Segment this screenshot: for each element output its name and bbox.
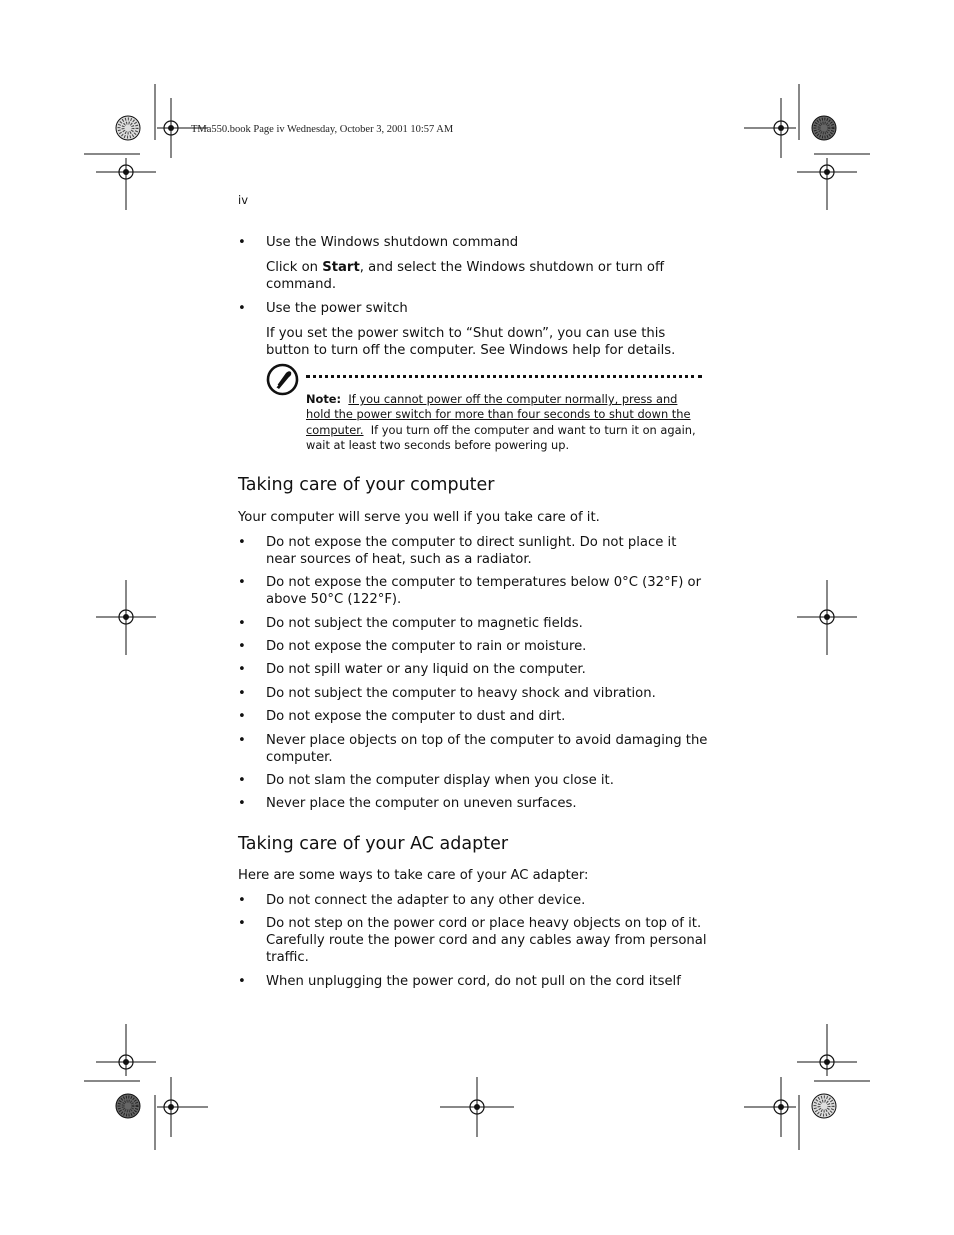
section-intro: Here are some ways to take care of your AC adapter:	[238, 868, 589, 883]
list-item-text: Do not slam the computer display when you close it.	[266, 773, 614, 788]
bullet: •	[238, 974, 246, 989]
print-slug: TMa550.book Page iv Wednesday, October 3, 2001 10:57 AM	[191, 124, 454, 135]
bullet: •	[238, 235, 246, 250]
note-rest-text: If you turn off the computer and want to turn it on again, wait at least two seconds before powering up.	[306, 422, 696, 453]
bullet: •	[238, 301, 246, 316]
note-label: Note:	[306, 392, 342, 406]
section-heading: Taking care of your AC adapter	[238, 834, 509, 854]
note-underlined-text: If you cannot power off the computer normally, press and hold the power switch for more than four seconds to shut down the computer.	[306, 392, 691, 437]
bullet: •	[238, 916, 246, 931]
bullet: •	[238, 796, 246, 811]
list-item-text: Never place objects on top of the computer to avoid damaging the computer.	[266, 733, 708, 765]
list-item-text: Do not spill water or any liquid on the computer.	[266, 662, 586, 677]
start-label: Start	[322, 260, 360, 275]
bullet: •	[238, 639, 246, 654]
list-item-text: Do not expose the computer to rain or moisture.	[266, 639, 587, 654]
list-item-description: If you set the power switch to “Shut down”, you can use this button to turn off the computer. See Windows help for details.	[266, 326, 676, 358]
list-item-text: Do not subject the computer to magnetic fields.	[266, 616, 583, 631]
bullet: •	[238, 662, 246, 677]
list-item-text: Do not expose the computer to dust and dirt.	[266, 709, 566, 724]
list-item-text: Use the Windows shutdown command	[266, 235, 519, 250]
bullet: •	[238, 575, 246, 590]
bullet: •	[238, 893, 246, 908]
bullet: •	[238, 773, 246, 788]
list-item-text: Do not subject the computer to heavy shock and vibration.	[266, 686, 656, 701]
section-intro: Your computer will serve you well if you take care of it.	[238, 510, 600, 525]
page-number: iv	[238, 193, 249, 207]
list-item-text: Never place the computer on uneven surfaces.	[266, 796, 577, 811]
bullet: •	[238, 733, 246, 748]
desc-text: , and select the Windows shutdown or turn off command.	[266, 260, 665, 292]
list-item-text: Do not expose the computer to temperatures below 0°C (32°F) or above 50°C (122°F).	[266, 575, 702, 607]
list-item-text: When unplugging the power cord, do not pull on the cord itself	[266, 974, 681, 989]
bullet: •	[238, 686, 246, 701]
section-heading: Taking care of your computer	[238, 475, 495, 495]
bullet: •	[238, 709, 246, 724]
desc-text: Click on	[266, 260, 323, 275]
list-item-text: Use the power switch	[266, 301, 408, 316]
bullet: •	[238, 616, 246, 631]
list-item-text: Do not step on the power cord or place heavy objects on top of it. Carefully route the power cord and any cables away from personal traffic.	[266, 916, 707, 965]
list-item-text: Do not expose the computer to direct sunlight. Do not place it near sources of heat, such as a radiator.	[266, 535, 677, 567]
list-item-text: Do not connect the adapter to any other device.	[266, 893, 586, 908]
bullet: •	[238, 535, 246, 550]
